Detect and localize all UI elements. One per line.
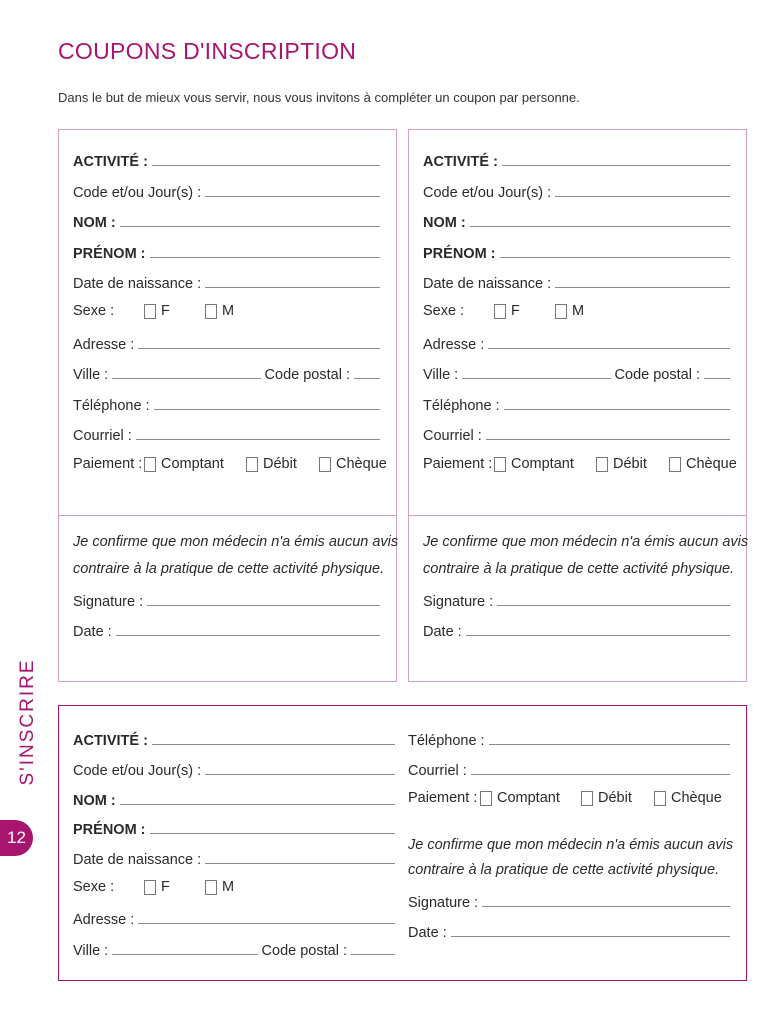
activite-label: ACTIVITÉ : <box>423 154 498 170</box>
coupon-1-prenom-field[interactable] <box>73 240 380 262</box>
confirm-line-2: contraire à la pratique de cette activité physique. <box>423 561 735 577</box>
coupon-2-activite-field[interactable] <box>423 148 730 170</box>
coupon-2-code-field[interactable] <box>423 179 730 201</box>
code-label: Code et/ou Jour(s) : <box>73 185 202 201</box>
sexe-label: Sexe : <box>73 303 115 319</box>
ville-label: Ville : <box>73 943 109 959</box>
courriel-label: Courriel : <box>423 428 482 444</box>
sexe-m-checkbox[interactable] <box>555 300 584 322</box>
code-postal-label: Code postal : <box>264 367 350 383</box>
adresse-label: Adresse : <box>73 912 135 928</box>
debit-label: Débit <box>598 790 632 806</box>
coupon-3-code-field[interactable] <box>73 757 395 779</box>
comptant-label: Comptant <box>511 456 574 472</box>
courriel-label: Courriel : <box>73 428 132 444</box>
nom-label: NOM : <box>73 215 116 231</box>
coupon-2-courriel-field[interactable] <box>423 422 730 444</box>
comptant-checkbox[interactable] <box>480 787 560 809</box>
sexe-f-label: F <box>511 303 520 319</box>
telephone-label: Téléphone : <box>73 398 150 414</box>
cheque-checkbox[interactable] <box>669 453 737 475</box>
ville-label: Ville : <box>423 367 459 383</box>
coupon-1-adresse-field[interactable] <box>73 331 380 353</box>
coupon-3-activite-field[interactable] <box>73 727 395 749</box>
coupon-1-courriel-field[interactable] <box>73 422 380 444</box>
debit-label: Débit <box>263 456 297 472</box>
sexe-f-checkbox[interactable] <box>144 300 170 322</box>
naissance-label: Date de naissance : <box>73 852 202 868</box>
side-section-label: S'INSCRIRE <box>17 658 38 786</box>
coupon-3-prenom-field[interactable] <box>73 816 395 838</box>
coupon-2-adresse-field[interactable] <box>423 331 730 353</box>
coupon-2-sexe-options <box>423 300 730 322</box>
coupon-3-signature-field[interactable] <box>408 889 730 911</box>
signature-label: Signature : <box>73 594 144 610</box>
coupon-3-adresse-field[interactable] <box>73 906 395 928</box>
nom-label: NOM : <box>423 215 466 231</box>
code-label: Code et/ou Jour(s) : <box>423 185 552 201</box>
coupon-3-date-field[interactable] <box>408 919 730 941</box>
coupon-3-ville-field[interactable] <box>73 937 395 959</box>
prenom-label: PRÉNOM : <box>73 246 146 262</box>
sexe-m-checkbox[interactable] <box>205 300 234 322</box>
intro-text: Dans le but de mieux vous servir, nous vous invitons à compléter un coupon par personne. <box>58 90 580 105</box>
date-label: Date : <box>423 624 462 640</box>
ville-label: Ville : <box>73 367 109 383</box>
telephone-label: Téléphone : <box>423 398 500 414</box>
coupon-1-paiement-options <box>73 453 387 475</box>
coupon-3-sexe-options <box>73 876 395 898</box>
sexe-label: Sexe : <box>423 303 465 319</box>
coupon-3-confirm-text <box>408 833 733 883</box>
signature-label: Signature : <box>408 895 479 911</box>
debit-checkbox[interactable] <box>246 453 297 475</box>
coupon-2-naissance-field[interactable] <box>423 270 730 292</box>
code-postal-label: Code postal : <box>614 367 700 383</box>
naissance-label: Date de naissance : <box>73 276 202 292</box>
cheque-label: Chèque <box>671 790 722 806</box>
comptant-checkbox[interactable] <box>144 453 224 475</box>
confirm-line-2: contraire à la pratique de cette activité physique. <box>73 561 385 577</box>
coupon-1-naissance-field[interactable] <box>73 270 380 292</box>
confirm-line-1: Je confirme que mon médecin n'a émis aucun avis <box>73 534 399 550</box>
coupon-3-courriel-field[interactable] <box>408 757 730 779</box>
telephone-label: Téléphone : <box>408 733 485 749</box>
page-number-tab <box>0 820 33 856</box>
date-label: Date : <box>408 925 447 941</box>
sexe-f-label: F <box>161 303 170 319</box>
coupon-3-naissance-field[interactable] <box>73 846 395 868</box>
sexe-m-label: M <box>572 303 585 319</box>
sexe-f-label: F <box>161 879 170 895</box>
cheque-label: Chèque <box>336 456 387 472</box>
cheque-checkbox[interactable] <box>654 787 722 809</box>
coupon-3-nom-field[interactable] <box>73 787 395 809</box>
coupon-2-prenom-field[interactable] <box>423 240 730 262</box>
paiement-label: Paiement : <box>408 790 478 806</box>
coupon-1-telephone-field[interactable] <box>73 392 380 414</box>
coupon-2-date-field[interactable] <box>423 618 730 640</box>
coupon-1-signature-field[interactable] <box>73 588 380 610</box>
confirm-line-2: contraire à la pratique de cette activité physique. <box>408 862 720 878</box>
coupon-2-ville-field[interactable] <box>423 361 730 383</box>
paiement-label: Paiement : <box>423 456 493 472</box>
coupon-1-activite-field[interactable] <box>73 148 380 170</box>
cheque-checkbox[interactable] <box>319 453 387 475</box>
debit-checkbox[interactable] <box>596 453 647 475</box>
cheque-label: Chèque <box>686 456 737 472</box>
sexe-label: Sexe : <box>73 879 115 895</box>
coupon-1-sexe-options <box>73 300 380 322</box>
nom-label: NOM : <box>73 793 116 809</box>
coupon-1-date-field[interactable] <box>73 618 380 640</box>
comptant-label: Comptant <box>161 456 224 472</box>
sexe-f-checkbox[interactable] <box>494 300 520 322</box>
coupon-2-paiement-options <box>423 453 737 475</box>
signature-label: Signature : <box>423 594 494 610</box>
confirm-line-1: Je confirme que mon médecin n'a émis aucun avis <box>423 534 749 550</box>
confirm-line-1: Je confirme que mon médecin n'a émis aucun avis <box>408 837 734 853</box>
coupon-2-nom-field[interactable] <box>423 209 730 231</box>
paiement-label: Paiement : <box>73 456 143 472</box>
date-label: Date : <box>73 624 112 640</box>
sexe-m-label: M <box>222 303 235 319</box>
page-title: COUPONS D'INSCRIPTION <box>58 38 357 64</box>
sexe-m-checkbox[interactable] <box>205 876 234 898</box>
coupon-1-ville-field[interactable] <box>73 361 380 383</box>
prenom-label: PRÉNOM : <box>423 246 496 262</box>
prenom-label: PRÉNOM : <box>73 822 146 838</box>
coupon-1-nom-field[interactable] <box>73 209 380 231</box>
coupon-2-telephone-field[interactable] <box>423 392 730 414</box>
debit-checkbox[interactable] <box>581 787 632 809</box>
activite-label: ACTIVITÉ : <box>73 733 148 749</box>
adresse-label: Adresse : <box>423 337 485 353</box>
adresse-label: Adresse : <box>73 337 135 353</box>
coupon-3-telephone-field[interactable] <box>408 727 730 749</box>
comptant-label: Comptant <box>497 790 560 806</box>
coupon-3-paiement-options <box>408 787 733 809</box>
activite-label: ACTIVITÉ : <box>73 154 148 170</box>
debit-label: Débit <box>613 456 647 472</box>
sexe-f-checkbox[interactable] <box>144 876 170 898</box>
sexe-m-label: M <box>222 879 235 895</box>
coupon-2-signature-field[interactable] <box>423 588 730 610</box>
comptant-checkbox[interactable] <box>494 453 574 475</box>
coupon-2-confirm-text <box>423 529 748 583</box>
coupon-1-code-field[interactable] <box>73 179 380 201</box>
code-postal-label: Code postal : <box>261 943 347 959</box>
code-label: Code et/ou Jour(s) : <box>73 763 202 779</box>
courriel-label: Courriel : <box>408 763 467 779</box>
naissance-label: Date de naissance : <box>423 276 552 292</box>
page-number: 12 <box>7 828 26 847</box>
coupon-1-confirm-text <box>73 529 398 583</box>
